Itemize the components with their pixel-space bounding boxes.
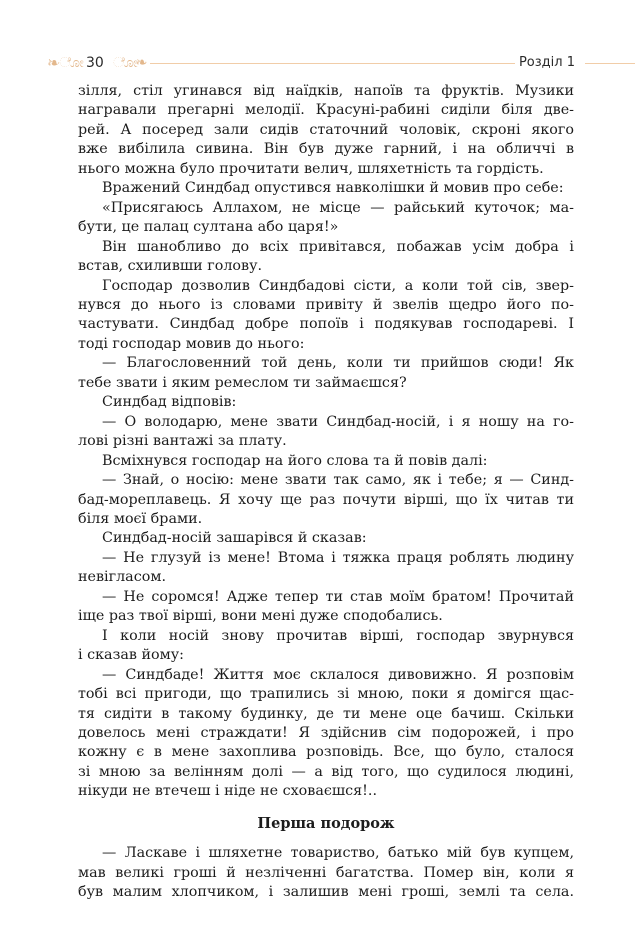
text-line: бад-мореплавець. Я хочу ще раз почути вірші, що їх читав ти [78, 491, 574, 508]
text-line: мав великі гроші й незліченні багатства. Помер він, коли я [78, 864, 574, 881]
text-line: — Синдбаде! Життя моє склалося дивовижно. Я розповім [102, 666, 574, 683]
text-line: частувати. Синдбад добре попоїв і подякував господареві. І [78, 316, 574, 333]
header-rule-right [585, 63, 635, 64]
text-line: І коли носій знову прочитав вірші, господар звурнувся [102, 627, 574, 644]
text-line: тоді господар мовив до нього: [78, 335, 305, 352]
text-line: Всміхнувся господар на його слова та й повів далі: [102, 452, 488, 469]
ornament-left-icon: ❧ೋ [48, 55, 82, 71]
page-text [78, 82, 574, 903]
text-line: — Не глузуй із мене! Втома і тяжка праця роблять людину [102, 549, 574, 566]
text-line: — Ласкаве і шляхетне товариство, батько мій був купцем, [102, 845, 574, 862]
text-line: вже вибілила сивина. Він був дуже гарний, і на обличчі в [78, 141, 574, 158]
section-heading: Перша подорож [257, 814, 395, 832]
text-line: іще раз твої вірші, вони мені дуже сподобались. [78, 608, 443, 625]
ornament-right-icon: ೋ❧ [113, 55, 146, 71]
text-line: був малим хлопчиком, і залишив мені гроші, землі та села. [78, 884, 574, 901]
text-line: бути, це палац султана або царя!» [78, 219, 339, 236]
text-line: тобі всі пригоди, що трапились зі мною, поки я домігся щас- [78, 686, 574, 703]
text-line: тебе звати і яким ремеслом ти займаєшся? [78, 374, 407, 391]
text-line: «Присягаюсь Аллахом, не місце — райський куточок; ма- [102, 199, 574, 216]
text-line: Він шанобливо до всіх привітався, побажав усім добра і [102, 238, 574, 255]
text-line: нувся до нього із словами привіту й звелів щедро його по- [78, 296, 574, 313]
text-line: рей. А посеред зали сидів статочний чоловік, скроні якого [78, 121, 574, 138]
text-line: кожну є в мене захоплива розповідь. Все, що було, сталося [78, 744, 574, 761]
text-line: нього можна було прочитати велич, шляхетність та гордість. [78, 160, 544, 177]
text-line: Синдбад-носій зашарівся й сказав: [102, 530, 367, 547]
text-line: — Благословенний той день, коли ти прийшов сюди! Як [102, 355, 574, 372]
page-header [0, 50, 635, 76]
text-line: — О володарю, мене звати Синдбад-носій, і я ношу на го- [102, 413, 574, 430]
text-line: Синдбад відповів: [102, 394, 237, 411]
text-line: Господар дозволив Синдбадові сісти, а коли той сів, звер- [102, 277, 574, 294]
text-line: Вражений Синдбад опустився навколішки й мовив про себе: [102, 180, 564, 197]
page-number: 30 [86, 55, 104, 71]
text-line: зілля, стіл угинався від наїдків, напоїв та фруктів. Музики [78, 83, 574, 99]
text-line: і сказав йому: [78, 647, 184, 664]
text-line: довелось мені страждати! Я здійснив сім подорожей, і про [78, 724, 574, 741]
text-line: — Не соромся! Адже тепер ти став моїм братом! Прочитай [102, 588, 574, 605]
text-line: — Знай, о носію: мене звати так само, як і тебе; я — Синд- [102, 472, 574, 489]
text-line: біля моєї брами. [78, 510, 203, 527]
header-rule [150, 63, 515, 64]
text-line: лові різні вантажі за плату. [78, 433, 287, 450]
text-line: тя сидіти в такому будинку, де ти мене оце бачиш. Скільки [78, 705, 574, 722]
text-line: зі мною за велінням долі — а від того, що судилося людині, [78, 763, 574, 780]
text-line: награвали прегарні мелодії. Красуні-рабині сиділи біля две- [78, 102, 574, 119]
text-line: встав, схиливши голову. [78, 258, 263, 275]
section-label: Розділ 1 [518, 55, 575, 70]
text-line: невігласом. [78, 569, 166, 586]
text-line: нікуди не втечеш і ніде не сховаєшся!.. [78, 783, 377, 800]
